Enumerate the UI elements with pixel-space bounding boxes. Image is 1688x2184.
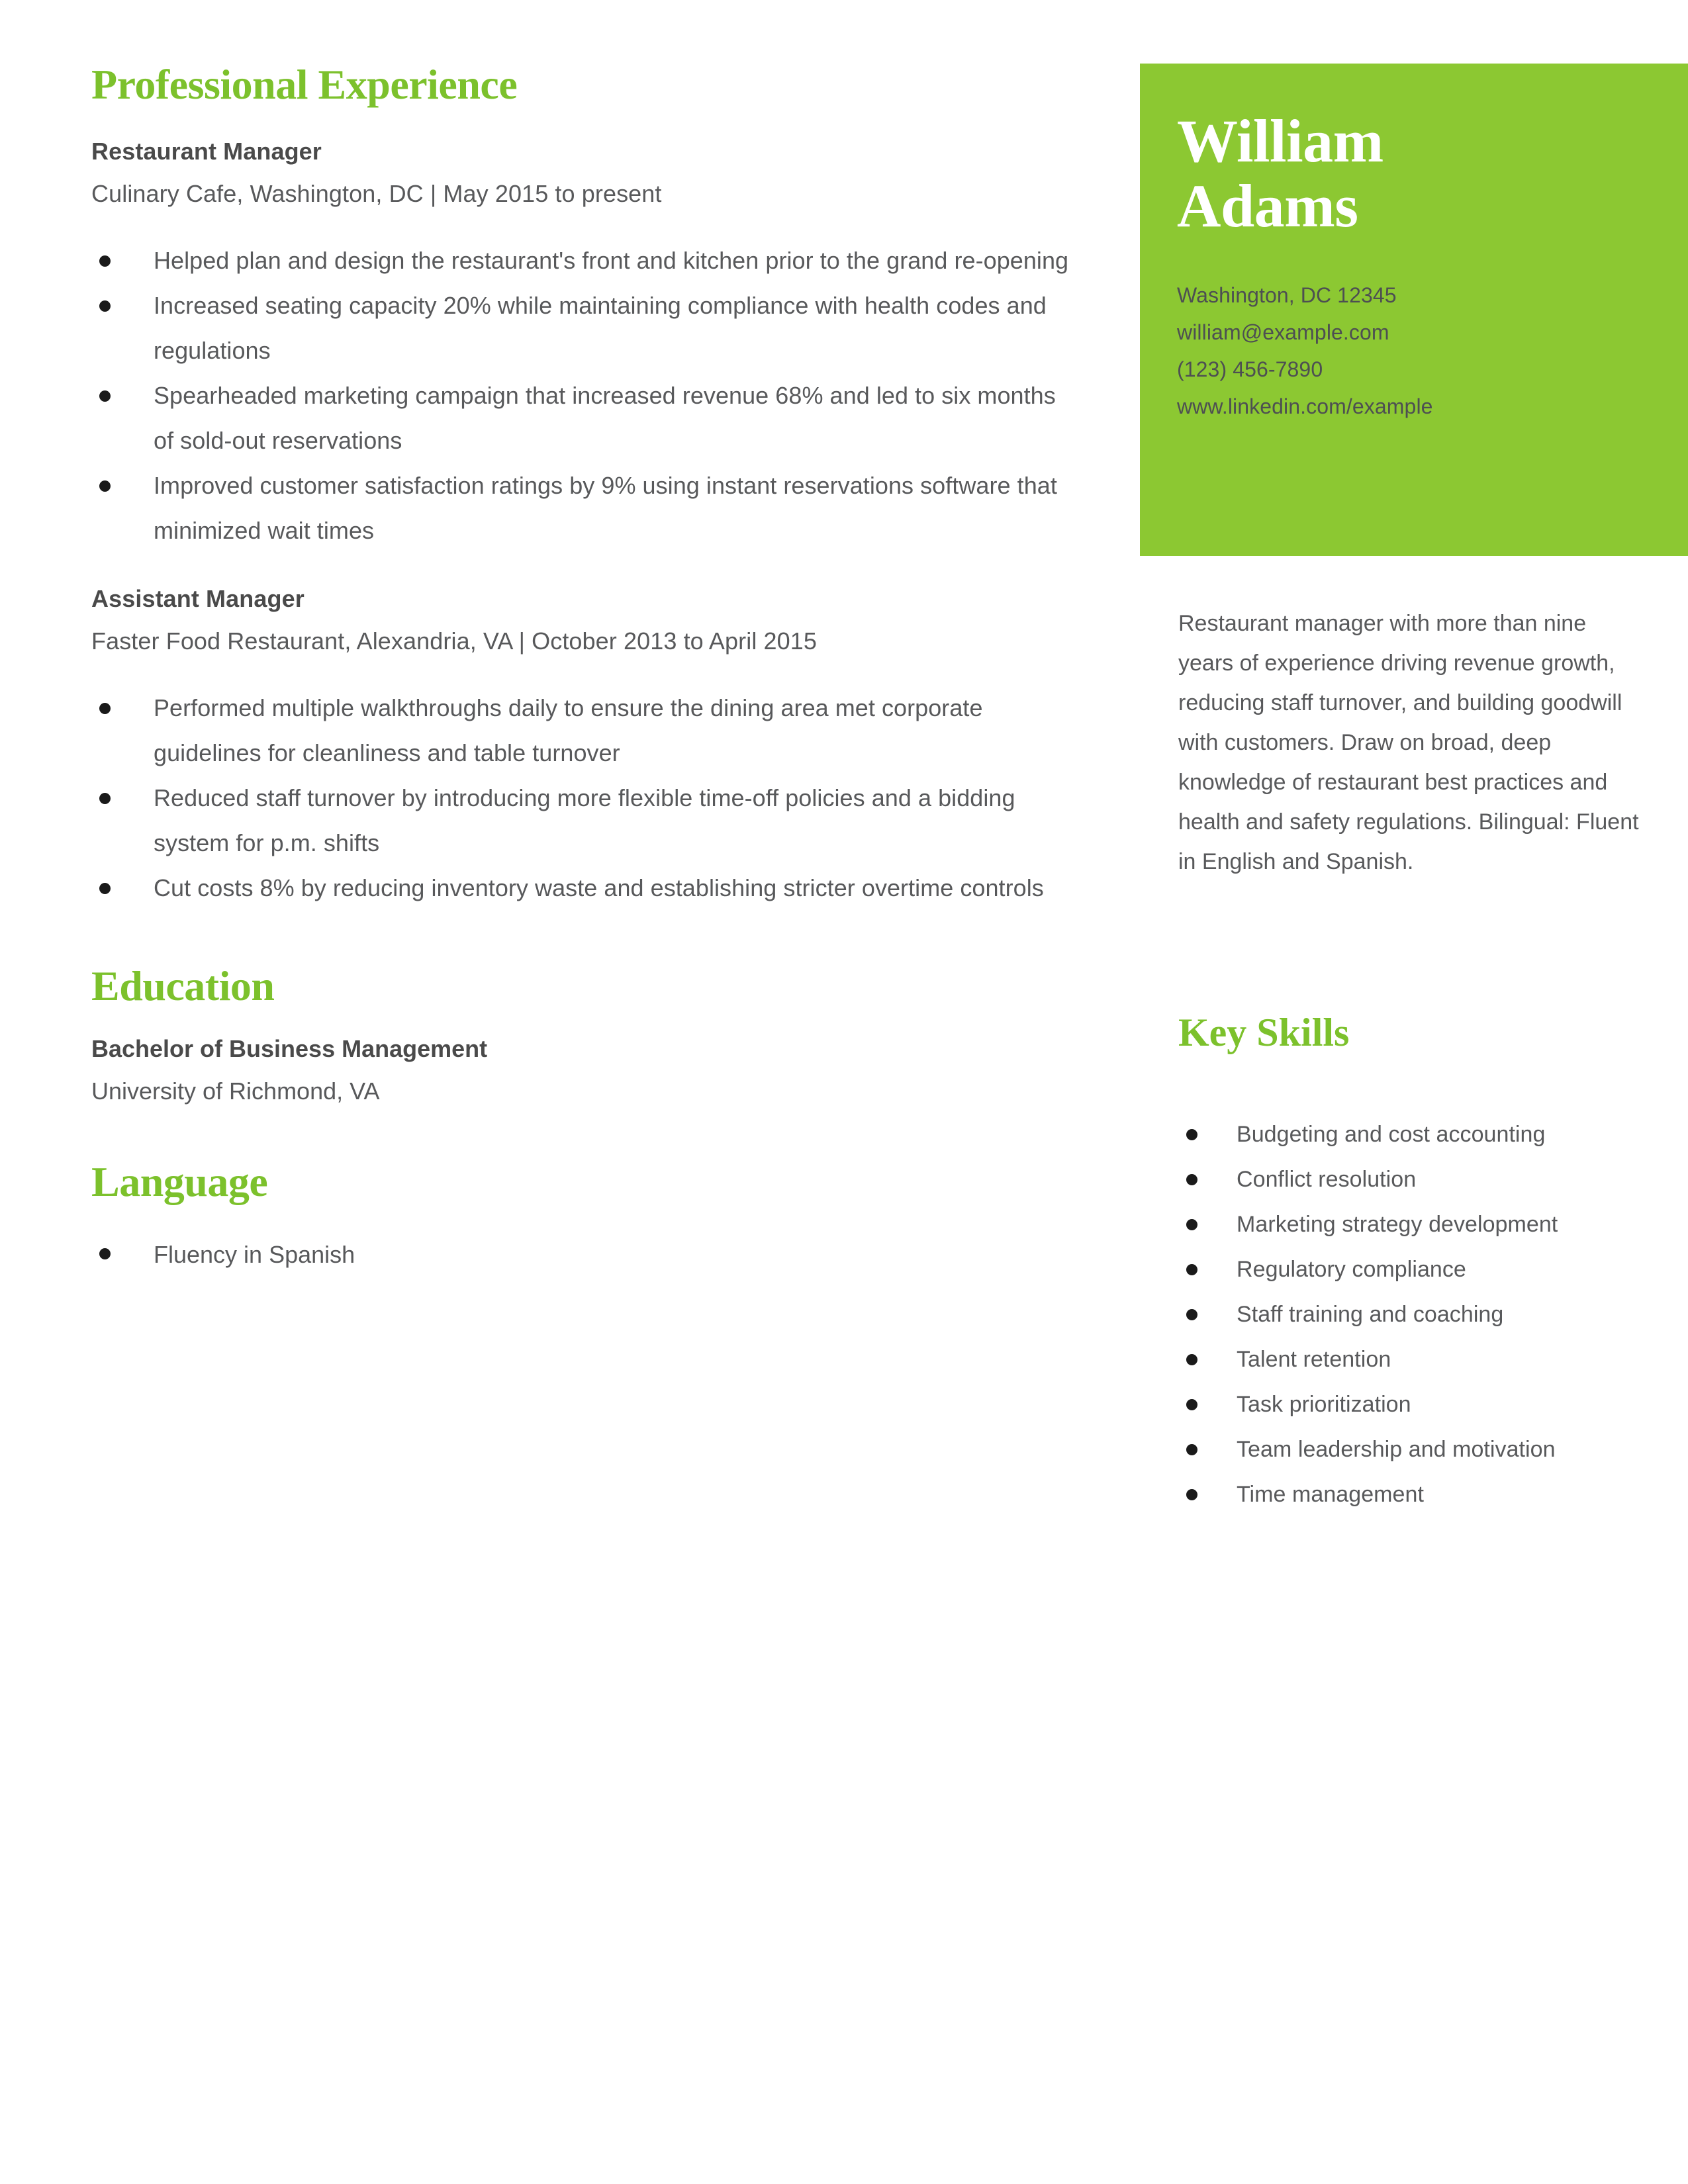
bullet-dot-icon: [99, 300, 111, 312]
bullet-dot-icon: [99, 883, 111, 894]
key-skills-list: [1178, 1112, 1662, 1517]
bullet-text: Cut costs 8% by reducing inventory waste and establishing stricter overtime controls: [154, 874, 1044, 901]
bullet-dot-icon: [1186, 1489, 1197, 1500]
experience-entry: [91, 585, 1071, 911]
bullet-text: Reduced staff turnover by introducing more flexible time-off policies and a bidding system for p.m. shifts: [154, 784, 1015, 856]
list-item: [91, 1235, 1071, 1275]
list-item: [1178, 1427, 1662, 1472]
name-header-block: [1140, 64, 1688, 556]
job-bullet-list: [91, 686, 1071, 911]
list-item: [1178, 1382, 1662, 1427]
list-item: [1178, 1112, 1662, 1157]
list-item: [1178, 1292, 1662, 1337]
bullet-dot-icon: [99, 1248, 111, 1259]
list-item: [1178, 1472, 1662, 1517]
list-item: [1178, 1202, 1662, 1247]
job-title: Assistant Manager: [91, 585, 305, 612]
bullet-dot-icon: [1186, 1219, 1197, 1230]
skill-text: Marketing strategy development: [1237, 1212, 1558, 1237]
page-title: [1177, 109, 1651, 238]
bullet-dot-icon: [99, 703, 111, 714]
education-school: University of Richmond, VA: [91, 1077, 380, 1105]
contact-email[interactable]: william@example.com: [1177, 320, 1389, 344]
job-title: Restaurant Manager: [91, 138, 322, 165]
section-heading-professional-experience: Professional Experience: [91, 61, 518, 108]
bullet-text: Performed multiple walkthroughs daily to ensure the dining area met corporate guidelines for cleanliness and table turnover: [154, 694, 983, 766]
last-name: Adams: [1177, 172, 1358, 240]
language-text: Fluency in Spanish: [154, 1241, 355, 1268]
list-item: [91, 463, 1071, 553]
skill-text: Budgeting and cost accounting: [1237, 1122, 1546, 1147]
skill-text: Regulatory compliance: [1237, 1257, 1466, 1282]
education-entry: [91, 1035, 1071, 1105]
section-heading-education: Education: [91, 962, 275, 1009]
experience-entry: [91, 138, 1071, 553]
bullet-dot-icon: [1186, 1129, 1197, 1140]
contact-info: [1177, 277, 1651, 425]
list-item: [91, 373, 1071, 463]
skill-text: Task prioritization: [1237, 1392, 1411, 1417]
language-list: [91, 1235, 1071, 1275]
bullet-text: Helped plan and design the restaurant's front and kitchen prior to the grand re-opening: [154, 247, 1069, 274]
list-item: [91, 686, 1071, 776]
list-item: [91, 776, 1071, 866]
first-name: William: [1177, 107, 1383, 175]
contact-address: Washington, DC 12345: [1177, 283, 1397, 307]
skill-text: Staff training and coaching: [1237, 1302, 1504, 1327]
bullet-dot-icon: [1186, 1399, 1197, 1410]
sidebar-column: [1140, 0, 1688, 2184]
bullet-dot-icon: [1186, 1309, 1197, 1320]
bullet-dot-icon: [99, 255, 111, 267]
skill-text: Conflict resolution: [1237, 1167, 1417, 1192]
list-item: [91, 238, 1071, 283]
skill-text: Talent retention: [1237, 1347, 1391, 1372]
skill-text: Time management: [1237, 1482, 1424, 1507]
bullet-dot-icon: [99, 793, 111, 804]
skill-text: Team leadership and motivation: [1237, 1437, 1556, 1462]
bullet-dot-icon: [99, 390, 111, 402]
section-heading-language: Language: [91, 1158, 268, 1205]
bullet-dot-icon: [1186, 1174, 1197, 1185]
bullet-text: Improved customer satisfaction ratings by 9% using instant reservations software that minimized wait times: [154, 472, 1057, 544]
education-degree: Bachelor of Business Management: [91, 1035, 488, 1062]
profile-summary: Restaurant manager with more than nine years of experience driving revenue growth, reducing staff turnover, and building goodwill with customers. Draw on broad, deep knowledge of restaurant best practices and health and safety regulations. Bilingual: Fluent in English and Spanish.: [1178, 611, 1639, 874]
main-column: [91, 61, 1071, 1275]
bullet-dot-icon: [1186, 1444, 1197, 1455]
job-employer-dates: Culinary Cafe, Washington, DC | May 2015 to present: [91, 180, 662, 207]
contact-linkedin[interactable]: www.linkedin.com/example: [1177, 394, 1433, 418]
job-bullet-list: [91, 238, 1071, 553]
list-item: [91, 283, 1071, 373]
bullet-dot-icon: [99, 480, 111, 492]
section-heading-key-skills: Key Skills: [1178, 1011, 1350, 1054]
list-item: [1178, 1247, 1662, 1292]
contact-phone[interactable]: (123) 456-7890: [1177, 357, 1323, 381]
bullet-dot-icon: [1186, 1354, 1197, 1365]
list-item: [91, 866, 1071, 911]
bullet-dot-icon: [1186, 1264, 1197, 1275]
list-item: [1178, 1157, 1662, 1202]
job-employer-dates: Faster Food Restaurant, Alexandria, VA | October 2013 to April 2015: [91, 627, 818, 655]
bullet-text: Increased seating capacity 20% while maintaining compliance with health codes and regulations: [154, 292, 1047, 364]
list-item: [1178, 1337, 1662, 1382]
bullet-text: Spearheaded marketing campaign that increased revenue 68% and led to six months of sold-out reservations: [154, 382, 1056, 454]
